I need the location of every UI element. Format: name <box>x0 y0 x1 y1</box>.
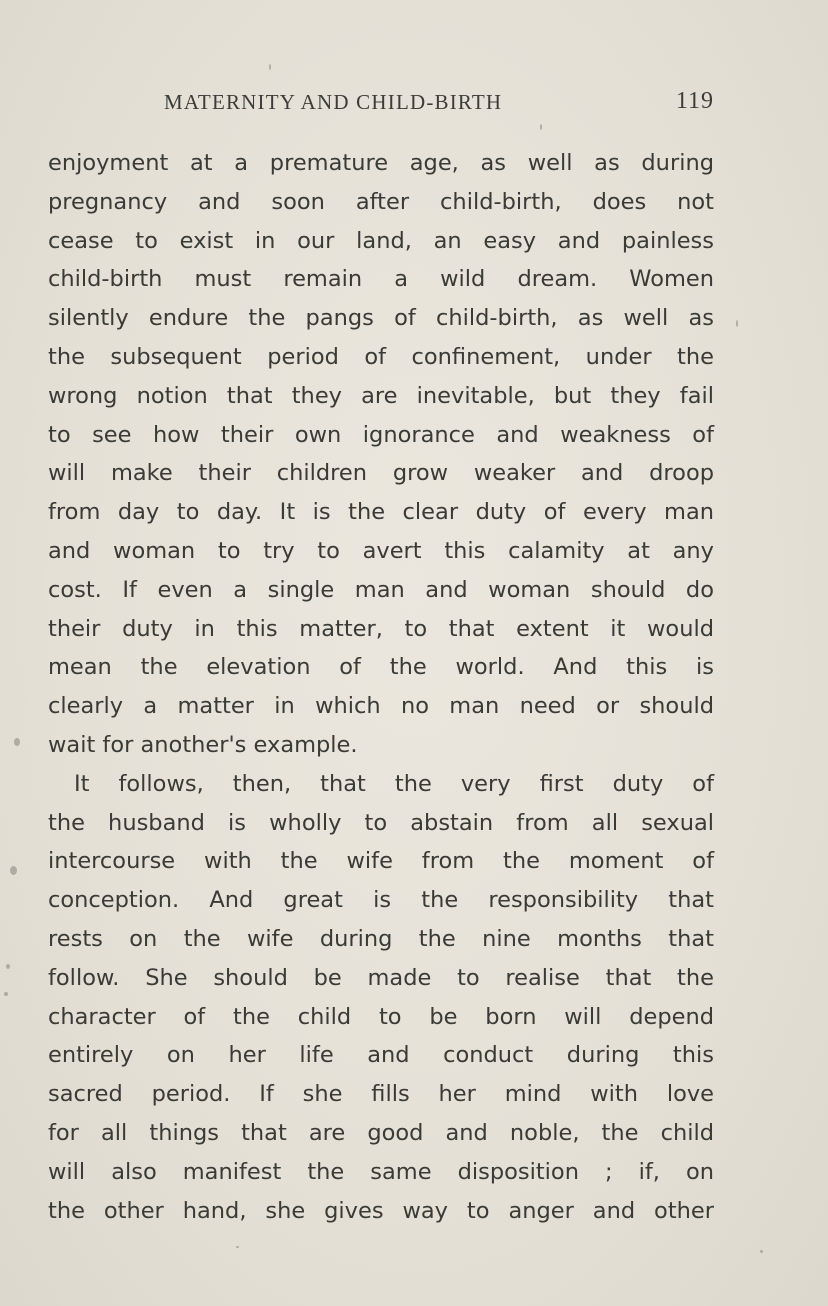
paper-speck <box>540 124 542 130</box>
text-line: character of the child to be born will depend <box>48 1003 714 1030</box>
text-line: pregnancy and soon after child-birth, does not <box>48 188 714 215</box>
text-line: will also manifest the same disposition ; if, on <box>48 1158 714 1185</box>
text-line: It follows, then, that the very first duty of <box>74 770 714 797</box>
text-line: enjoyment at a premature age, as well as during <box>48 150 714 176</box>
text-line: rests on the wife during the nine months that <box>48 925 714 952</box>
paper-speck <box>14 738 20 746</box>
text-line: conception. And great is the responsibility that <box>48 887 714 914</box>
text-line: mean the elevation of the world. And this is <box>48 654 714 681</box>
paragraph <box>48 765 714 1231</box>
paper-speck <box>736 320 738 327</box>
text-line: wrong notion that they are inevitable, but they fail <box>48 382 714 409</box>
text-line: cost. If even a single man and woman should do <box>48 576 714 603</box>
text-line: the husband is wholly to abstain from all sexual <box>48 809 714 836</box>
running-header <box>48 90 714 120</box>
text-line: will make their children grow weaker and droop <box>48 460 714 487</box>
paper-speck <box>236 1246 239 1248</box>
page-number: 119 <box>675 88 714 114</box>
body-text <box>48 144 714 1230</box>
text-line: from day to day. It is the clear duty of every man <box>48 499 714 526</box>
text-line: entirely on her life and conduct during this <box>48 1042 714 1069</box>
running-title: MATERNITY AND CHILD-BIRTH <box>164 90 503 114</box>
paper-speck <box>6 964 10 969</box>
text-line: cease to exist in our land, an easy and painless <box>48 227 714 254</box>
text-line: their duty in this matter, to that extent it would <box>48 615 714 642</box>
text-line: and woman to try to avert this calamity at any <box>48 537 714 564</box>
text-line: follow. She should be made to realise that the <box>48 964 714 991</box>
text-line: sacred period. If she fills her mind with love <box>48 1081 714 1108</box>
paper-speck <box>269 64 271 70</box>
text-line: to see how their own ignorance and weakness of <box>48 421 714 448</box>
text-line: for all things that are good and noble, the child <box>48 1119 714 1146</box>
text-line: the subsequent period of confinement, under the <box>48 343 714 370</box>
text-line: child-birth must remain a wild dream. Women <box>48 266 714 293</box>
paper-speck <box>760 1250 763 1253</box>
paper-speck <box>10 866 17 875</box>
paper-speck <box>4 992 8 996</box>
text-line: intercourse with the wife from the moment of <box>48 848 714 875</box>
text-line: the other hand, she gives way to anger and other <box>48 1197 714 1224</box>
text-line: silently endure the pangs of child-birth, as well as <box>48 305 714 332</box>
text-line: clearly a matter in which no man need or should <box>48 693 714 720</box>
text-line: wait for another's example. <box>48 731 358 758</box>
paragraph <box>48 144 714 765</box>
